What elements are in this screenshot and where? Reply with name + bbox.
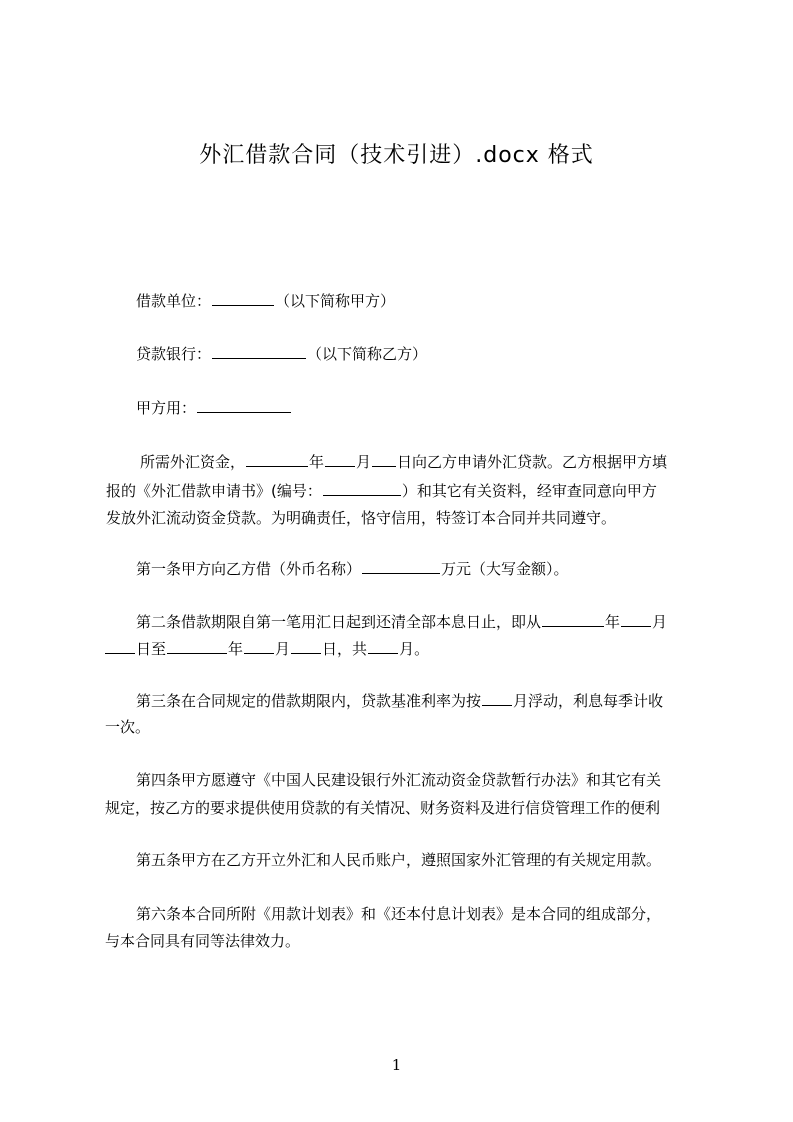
blank bbox=[482, 690, 512, 706]
article-text: 第六条本合同所附《用款计划表》和《还本付息计划表》是本合同的组成部分， bbox=[136, 905, 662, 923]
preamble-line-3 bbox=[106, 508, 616, 528]
preamble-line-1 bbox=[140, 451, 667, 472]
preamble-text: ）和其它有关资料，经审查同意向甲方 bbox=[401, 482, 657, 500]
preamble-text: 日向乙方申请外汇贷款。乙方根据甲方填 bbox=[397, 453, 668, 471]
month-label: 月 bbox=[275, 640, 291, 658]
preamble-text: 发放外汇流动资金贷款。为明确责任，恪守信用，特签订本合同并共同遵守。 bbox=[106, 509, 617, 527]
blank bbox=[105, 638, 135, 654]
article-text: 日，共 bbox=[322, 640, 368, 658]
article-text: 月浮动，利息每季计收 bbox=[513, 692, 664, 710]
article-text: 第五条甲方在乙方开立外汇和人民币账户，遵照国家外汇管理的有关规定用款。 bbox=[136, 851, 662, 869]
bank-label: 贷款银行： bbox=[136, 345, 212, 363]
article-text: 第四条甲方愿遵守《中国人民建设银行外汇流动资金贷款暂行办法》和其它有关 bbox=[136, 771, 662, 789]
amount-blank bbox=[362, 558, 440, 574]
preamble-line-2 bbox=[106, 480, 657, 501]
article-4-line-2 bbox=[105, 798, 660, 818]
month-label: 月 bbox=[652, 613, 668, 631]
article-2-line-2 bbox=[105, 638, 429, 659]
month-label: 月 bbox=[356, 453, 372, 471]
preamble-text: 报的《外汇借款申请书》(编号： bbox=[106, 482, 322, 500]
article-text: 一次。 bbox=[105, 718, 151, 736]
usage-label: 甲方用： bbox=[136, 399, 197, 417]
blank bbox=[325, 451, 355, 467]
bank-suffix: （以下简称乙方） bbox=[307, 345, 428, 363]
year-label: 年 bbox=[605, 613, 621, 631]
blank bbox=[244, 638, 274, 654]
usage-blank bbox=[197, 397, 291, 413]
article-text: 第三条在合同规定的借款期限内，贷款基准利率为按 bbox=[136, 692, 482, 710]
document-title: 外汇借款合同（技术引进）.docx 格式 bbox=[199, 143, 594, 168]
article-text: 第一条甲方向乙方借（外币名称） bbox=[136, 560, 362, 578]
preamble-text: 所需外汇资金， bbox=[140, 453, 246, 471]
borrower-label: 借款单位： bbox=[136, 292, 212, 310]
article-text: 与本合同具有同等法律效力。 bbox=[105, 932, 301, 950]
blank bbox=[372, 451, 396, 467]
article-3-line-2 bbox=[105, 717, 150, 737]
bank-blank bbox=[212, 343, 306, 359]
article-text: 第二条借款期限自第一笔用汇日起到还清全部本息日止，即从 bbox=[136, 613, 542, 631]
article-text: 万元（大写金额）。 bbox=[441, 560, 569, 578]
blank bbox=[291, 638, 321, 654]
article-2-line-1 bbox=[136, 611, 667, 632]
blank bbox=[246, 451, 308, 467]
page-number: 1 bbox=[391, 1056, 402, 1074]
article-text: 规定，按乙方的要求提供使用贷款的有关情况、财务资料及进行信贷管理工作的便利 bbox=[105, 799, 661, 817]
bank-line bbox=[136, 343, 427, 364]
blank bbox=[542, 611, 604, 627]
blank bbox=[368, 638, 398, 654]
article-text: 月。 bbox=[399, 640, 430, 658]
article-6-line-1 bbox=[136, 904, 661, 924]
year-label: 年 bbox=[309, 453, 325, 471]
usage-line bbox=[136, 397, 292, 418]
borrower-suffix: （以下简称甲方） bbox=[275, 292, 396, 310]
year-label: 年 bbox=[228, 640, 244, 658]
application-number-blank bbox=[323, 480, 401, 496]
article-4-line-1 bbox=[136, 770, 661, 790]
blank bbox=[167, 638, 227, 654]
article-6-line-2 bbox=[105, 931, 300, 951]
blank bbox=[621, 611, 651, 627]
article-3-line-1 bbox=[136, 690, 663, 711]
borrower-line bbox=[136, 290, 395, 311]
article-text: 日至 bbox=[136, 640, 167, 658]
article-5 bbox=[136, 850, 661, 870]
borrower-blank bbox=[212, 290, 274, 306]
article-1 bbox=[136, 558, 569, 579]
